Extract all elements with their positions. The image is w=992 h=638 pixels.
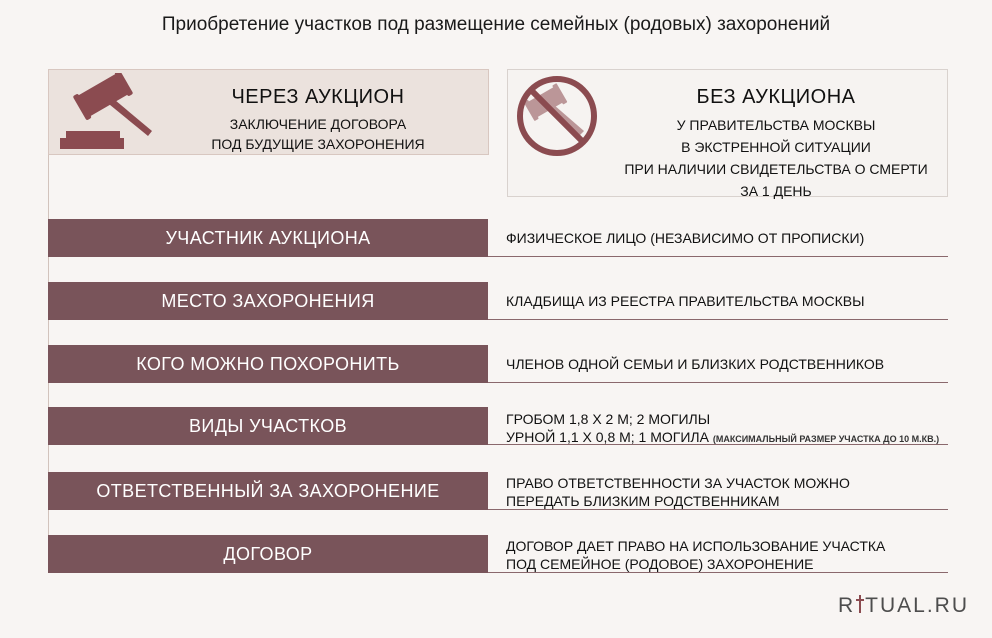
- row-divider: [488, 319, 948, 320]
- row-value-line: ПЕРЕДАТЬ БЛИЗКИМ РОДСТВЕННИКАМ: [506, 493, 780, 509]
- no-auction-heading: БЕЗ АУКЦИОНА: [696, 86, 856, 108]
- row-value-line: ЧЛЕНОВ ОДНОЙ СЕМЬИ И БЛИЗКИХ РОДСТВЕННИКОВ: [506, 356, 885, 372]
- row-value-responsible: [506, 474, 951, 510]
- row-value-line: ПОД СЕМЕЙНОЕ (РОДОВОЕ) ЗАХОРОНЕНИЕ: [506, 556, 814, 572]
- no-auction-line-1: У ПРАВИТЕЛЬСТВА МОСКВЫ: [676, 117, 876, 133]
- row-label-responsible: ОТВЕТСТВЕННЫЙ ЗА ЗАХОРОНЕНИЕ: [48, 472, 488, 510]
- no-auction-card-text: [606, 86, 946, 202]
- no-auction-line-2: В ЭКСТРЕННОЙ СИТУАЦИИ: [681, 139, 871, 155]
- page-title: Приобретение участков под размещение семейных (родовых) захоронений: [161, 14, 831, 35]
- size-note: (МАКСИМАЛЬНЫЙ РАЗМЕР УЧАСТКА ДО 10 М.КВ.): [712, 434, 940, 444]
- auction-line-1: ЗАКЛЮЧЕНИЕ ДОГОВОРА: [229, 116, 407, 132]
- row-value-line: УРНОЙ 1,1 Х 0,8 М; 1 МОГИЛА: [506, 429, 709, 445]
- row-value-who: [506, 355, 951, 373]
- row-label-place: МЕСТО ЗАХОРОНЕНИЯ: [48, 282, 488, 320]
- no-auction-line-4: ЗА 1 ДЕНЬ: [740, 183, 812, 199]
- row-value-participant: [506, 229, 951, 247]
- row-label-who: КОГО МОЖНО ПОХОРОНИТЬ: [48, 345, 488, 383]
- row-value-types: [506, 410, 951, 448]
- auction-line-2: ПОД БУДУЩИЕ ЗАХОРОНЕНИЯ: [211, 136, 425, 152]
- ritual-logo: [838, 594, 969, 618]
- logo-text-suffix: TUAL.RU: [865, 594, 970, 617]
- row-label-participant: УЧАСТНИК АУКЦИОНА: [48, 219, 488, 257]
- row-label-types: ВИДЫ УЧАСТКОВ: [48, 407, 488, 445]
- no-auction-line-3: ПРИ НАЛИЧИИ СВИДЕТЕЛЬСТВА О СМЕРТИ: [624, 161, 928, 177]
- no-gavel-icon: [514, 73, 600, 159]
- logo-text-prefix: R: [838, 594, 856, 617]
- row-label-contract: ДОГОВОР: [48, 535, 488, 573]
- row-divider: [488, 256, 948, 257]
- row-divider: [488, 382, 948, 383]
- row-value-contract: [506, 537, 951, 573]
- row-value-line: ПРАВО ОТВЕТСТВЕННОСТИ ЗА УЧАСТОК МОЖНО: [506, 475, 850, 491]
- auction-card-text: [168, 86, 468, 154]
- row-value-line: ДОГОВОР ДАЕТ ПРАВО НА ИСПОЛЬЗОВАНИЕ УЧАСТКА: [506, 538, 886, 554]
- row-value-place: [506, 292, 951, 310]
- row-value-line: КЛАДБИЩА ИЗ РЕЕСТРА ПРАВИТЕЛЬСТВА МОСКВЫ: [506, 293, 865, 309]
- auction-heading: ЧЕРЕЗ АУКЦИОН: [231, 86, 405, 108]
- row-value-line-with-note: [506, 428, 951, 448]
- gavel-icon: [58, 73, 158, 151]
- row-value-line: ФИЗИЧЕСКОЕ ЛИЦО (НЕЗАВИСИМО ОТ ПРОПИСКИ): [506, 230, 865, 246]
- cross-icon: [855, 594, 865, 614]
- row-value-line: ГРОБОМ 1,8 Х 2 М; 2 МОГИЛЫ: [506, 411, 711, 427]
